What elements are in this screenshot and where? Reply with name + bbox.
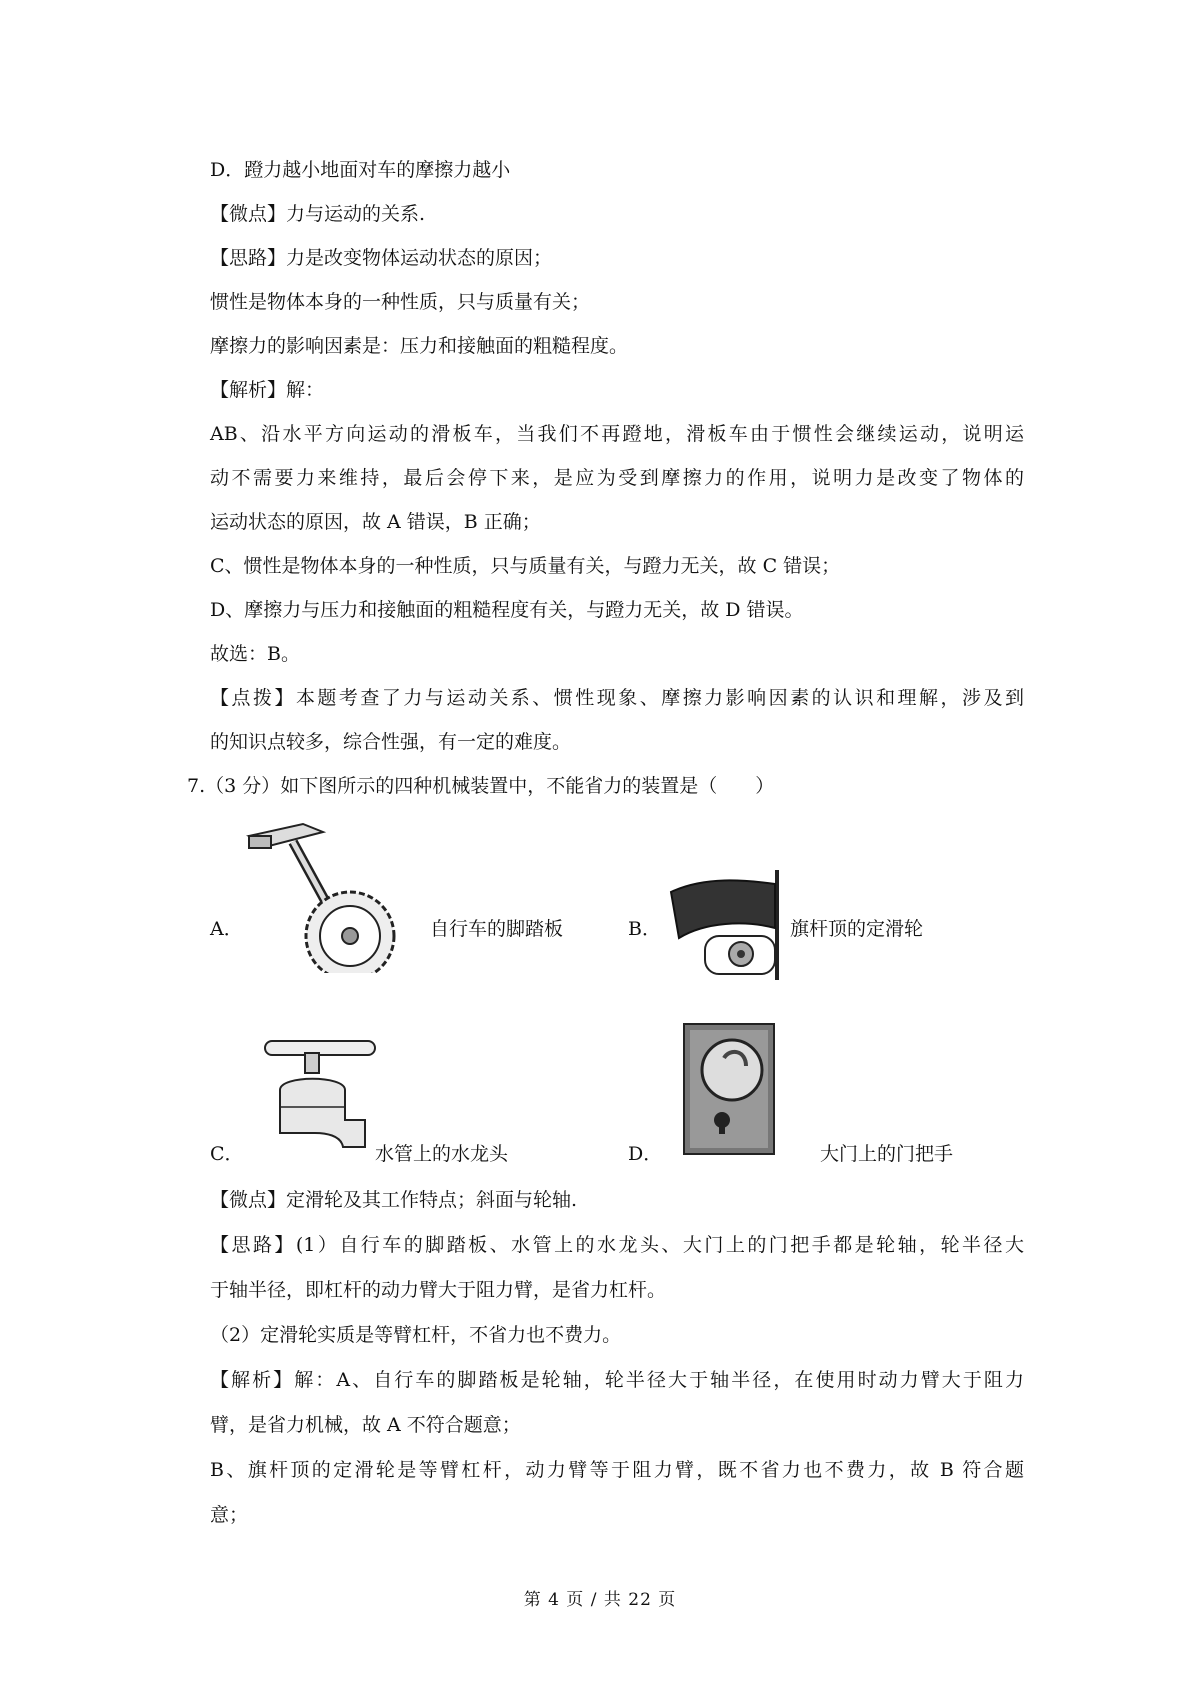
analysis-line-4: C、惯性是物体本身的一种性质，只与质量有关，与蹬力无关，故 C 错误； <box>210 555 841 577</box>
analysis-line-3: 运动状态的原因，故 A 错误，B 正确； <box>210 511 541 533</box>
analysis-line-1: AB、沿水平方向运动的滑板车，当我们不再蹬地，滑板车由于惯性会继续运动，说明运 <box>210 423 1024 445</box>
approach-line-3: 摩擦力的影响因素是：压力和接触面的粗糙程度。 <box>210 335 629 357</box>
approach-line-1: 【思路】力是改变物体运动状态的原因； <box>210 247 553 269</box>
analysis2-line-2: 臂，是省力机械，故 A 不符合题意； <box>210 1414 521 1436</box>
option-b-label: 旗杆顶的定滑轮 <box>790 918 924 940</box>
comment-line-1: 【点拨】本题考查了力与运动关系、惯性现象、摩擦力影响因素的认识和理解，涉及到 <box>210 687 1024 709</box>
door-knob-figure <box>680 1020 780 1160</box>
option-c-label: 水管上的水龙头 <box>375 1143 509 1165</box>
question-7: 7.（3 分）如下图所示的四种机械装置中，不能省力的装置是（ ） <box>187 775 775 797</box>
option-b-letter: B． <box>628 918 661 940</box>
water-faucet-figure <box>245 1035 385 1160</box>
comment-line-2: 的知识点较多，综合性强，有一定的难度。 <box>210 731 572 753</box>
approach2-line-1: 【思路】(1）自行车的脚踏板、水管上的水龙头、大门上的门把手都是轮轴，轮半径大 <box>210 1234 1024 1256</box>
option-a-letter: A． <box>210 918 243 940</box>
bicycle-pedal-figure <box>245 818 415 973</box>
option-a-label: 自行车的脚踏板 <box>430 918 564 940</box>
approach2-line-2: 于轴半径，即杠杆的动力臂大于阻力臂，是省力杠杆。 <box>210 1279 667 1301</box>
analysis-line-2: 动不需要力来维持，最后会停下来，是应为受到摩擦力的作用，说明力是改变了物体的 <box>210 467 1024 489</box>
analysis-heading: 【解析】解： <box>210 379 325 401</box>
option-d-letter: D． <box>628 1143 663 1165</box>
analysis2-line-1: 【解析】解：A、自行车的脚踏板是轮轴，轮半径大于轴半径，在使用时动力臂大于阻力 <box>210 1369 1024 1391</box>
answer: 故选：B。 <box>210 643 300 665</box>
approach-line-2: 惯性是物体本身的一种性质，只与质量有关； <box>210 291 591 313</box>
key-point-2: 【微点】定滑轮及其工作特点；斜面与轮轴. <box>210 1189 578 1211</box>
option-d-text: D．蹬力越小地面对车的摩擦力越小 <box>210 159 511 181</box>
page-footer: 第 4 页 / 共 22 页 <box>523 1590 677 1610</box>
analysis2-line-3: B、旗杆顶的定滑轮是等臂杠杆，动力臂等于阻力臂，既不省力也不费力，故 B 符合题 <box>210 1459 1024 1481</box>
option-c-letter: C． <box>210 1143 244 1165</box>
flagpole-pulley-figure <box>665 870 795 980</box>
analysis2-line-4: 意； <box>210 1504 249 1526</box>
approach2-line-3: （2）定滑轮实质是等臂杠杆，不省力也不费力。 <box>210 1324 622 1346</box>
option-d-label: 大门上的门把手 <box>820 1143 954 1165</box>
key-point: 【微点】力与运动的关系. <box>210 203 426 225</box>
analysis-line-5: D、摩擦力与压力和接触面的粗糙程度有关，与蹬力无关，故 D 错误。 <box>210 599 804 621</box>
